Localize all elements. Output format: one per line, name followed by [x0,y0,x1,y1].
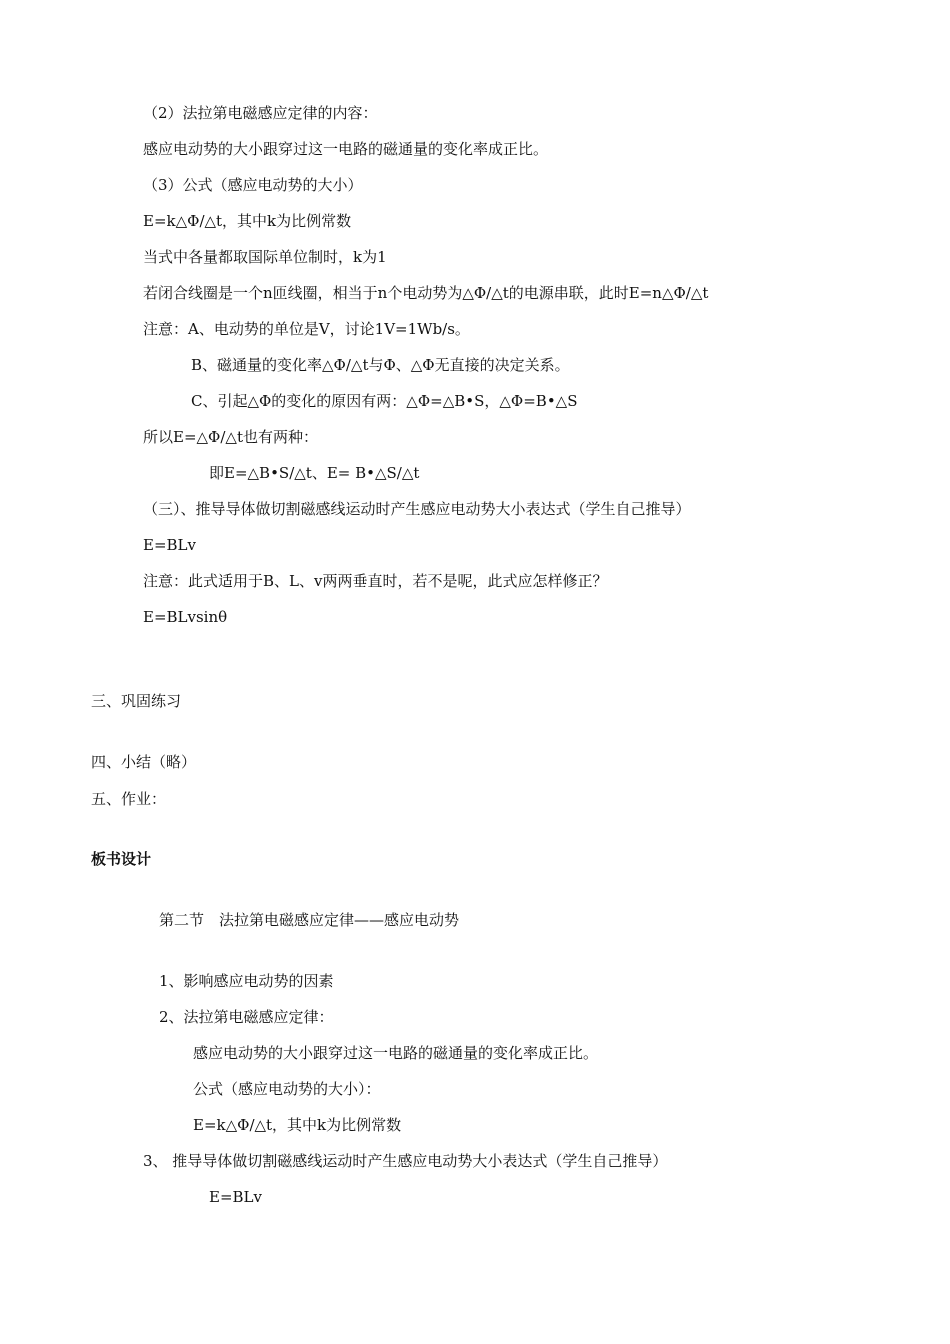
two-cases-intro: 所以E=△Φ/△t也有两种： [143,428,318,446]
two-cases-formulas: 即E=△B•S/△t、E= B•△S/△t [209,464,420,482]
board-design-heading: 板书设计 [91,850,152,868]
formula-heading: （3）公式（感应电动势的大小） [143,176,363,194]
perpendicular-note: 注意：此式适用于B、L、v两两垂直时，若不是呢，此式应怎样修正？ [143,572,608,590]
si-unit-note: 当式中各量都取国际单位制时，k为1 [143,248,387,266]
board-formula-heading: 公式（感应电动势的大小）： [193,1080,381,1098]
board-item-1: 1、影响感应电动势的因素 [159,972,334,990]
law-content-text: 感应电动势的大小跟穿过这一电路的磁通量的变化率成正比。 [143,140,549,158]
law-content-heading: （2）法拉第电磁感应定律的内容： [143,104,378,122]
section-summary: 四、小结（略） [91,753,197,771]
board-law-text: 感应电动势的大小跟穿过这一电路的磁通量的变化率成正比。 [193,1044,599,1062]
sin-formula: E=BLvsinθ [143,608,228,626]
note-c: C、引起△Φ的变化的原因有两：△Φ=△B•S，△Φ=B•△S [191,392,578,410]
derivation-heading: （三）、推导导体做切割磁感线运动时产生感应电动势大小表达式（学生自己推导） [143,500,691,518]
section-practice: 三、巩固练习 [91,692,182,710]
section-homework: 五、作业： [91,790,167,808]
board-item-2: 2、法拉第电磁感应定律： [159,1008,334,1026]
blv-formula: E=BLv [143,536,196,554]
board-item-3: 3、 推导导体做切割磁感线运动时产生感应电动势大小表达式（学生自己推导） [143,1152,668,1170]
note-b: B、磁通量的变化率△Φ/△t与Φ、△Φ无直接的决定关系。 [191,356,570,374]
board-title: 第二节 法拉第电磁感应定律——感应电动势 [159,911,460,929]
board-blv-formula: E=BLv [209,1188,262,1206]
board-formula-text: E=k△Φ/△t，其中k为比例常数 [193,1116,402,1134]
formula-text: E=k△Φ/△t，其中k为比例常数 [143,212,352,230]
note-a: 注意：A、电动势的单位是V，讨论1V=1Wb/s。 [143,320,470,338]
n-turn-coil-note: 若闭合线圈是一个n匝线圈，相当于n个电动势为△Φ/△t的电源串联，此时E=n△Φ/△t [143,284,709,302]
